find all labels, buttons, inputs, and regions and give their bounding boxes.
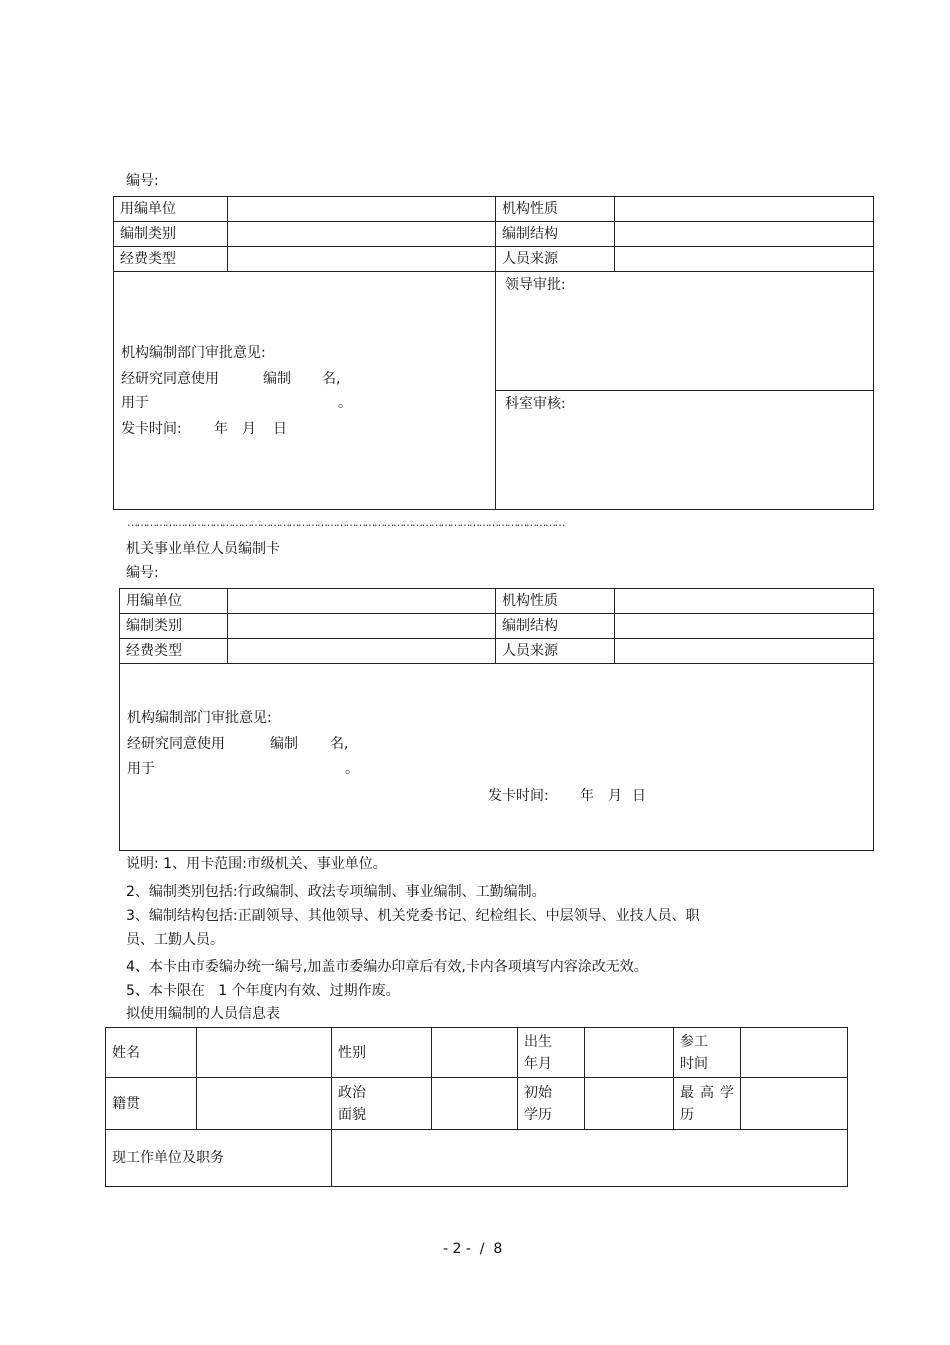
card2-label-funding: 经费类型	[120, 639, 228, 664]
card1-office-review: 科室审核:	[505, 396, 566, 412]
card2-field-unit[interactable]	[228, 589, 496, 614]
field-birth[interactable]	[585, 1028, 674, 1078]
info-table-title: 拟使用编制的人员信息表	[126, 1006, 280, 1022]
card2-field-nature[interactable]	[615, 589, 874, 614]
note-3b: 员、工勤人员。	[126, 932, 224, 948]
card2-opinion-label: 机构编制部门审批意见:	[127, 710, 272, 726]
card1-leader-cell	[496, 272, 874, 391]
label-work-line2: 时间	[680, 1055, 708, 1072]
field-current-job[interactable]	[332, 1130, 848, 1187]
note-1: 说明: 1、用卡范围:市级机关、事业单位。	[126, 856, 387, 872]
card2-label-category: 编制类别	[120, 614, 228, 639]
card1-label-category: 编制类别	[114, 222, 228, 247]
label-initial-edu-line2: 学历	[524, 1106, 552, 1123]
card2-number-label: 编号:	[126, 565, 159, 581]
label-political	[332, 1078, 432, 1130]
label-highest-edu-line1: 最高学	[680, 1084, 740, 1101]
card1-field-funding[interactable]	[228, 247, 496, 272]
card1-field-source[interactable]	[615, 247, 874, 272]
card2-year: 年	[580, 788, 594, 804]
label-birth-line2: 年月	[524, 1055, 552, 1072]
card2-label-structure: 编制结构	[496, 614, 615, 639]
card1-label-unit: 用编单位	[114, 197, 228, 222]
card2-agree-suffix: 名,	[330, 736, 349, 752]
card1-used-for: 用于	[121, 395, 149, 411]
card2-title: 机关事业单位人员编制卡	[126, 541, 280, 557]
card1-period: 。	[338, 395, 352, 411]
card1-number-label: 编号:	[126, 173, 159, 189]
label-birth-line1: 出生	[524, 1033, 552, 1050]
info-table	[105, 1027, 848, 1187]
label-political-line1: 政治	[338, 1084, 366, 1101]
card2-field-category[interactable]	[228, 614, 496, 639]
field-initial-edu[interactable]	[585, 1078, 674, 1130]
card1-office-cell	[496, 391, 874, 510]
card1-field-nature[interactable]	[615, 197, 874, 222]
field-work-start[interactable]	[741, 1028, 848, 1078]
card1-field-structure[interactable]	[615, 222, 874, 247]
card1-agree-suffix: 名,	[322, 371, 341, 387]
card1-issue-time: 发卡时间:	[121, 421, 182, 437]
card1-month: 月	[242, 421, 256, 437]
card1-field-category[interactable]	[228, 222, 496, 247]
card2-day: 日	[632, 788, 646, 804]
field-native[interactable]	[197, 1078, 332, 1130]
card1-opinion-label: 机构编制部门审批意见:	[121, 345, 266, 361]
label-highest-edu-line2: 历	[680, 1106, 694, 1123]
label-work-line1: 参工	[680, 1033, 708, 1050]
card1-table	[113, 196, 874, 510]
card1-label-source: 人员来源	[496, 247, 615, 272]
card1-year: 年	[214, 421, 228, 437]
note-4: 4、本卡由市委编办统一编号,加盖市委编办印章后有效,卡内各项填写内容涂改无效。	[126, 959, 648, 975]
label-initial-edu	[518, 1078, 585, 1130]
card1-agree-mid: 编制	[263, 371, 291, 387]
field-political[interactable]	[432, 1078, 518, 1130]
card2-period: 。	[345, 761, 359, 777]
label-highest-edu	[674, 1078, 741, 1130]
label-native: 籍贯	[106, 1078, 197, 1130]
note-3a: 3、编制结构包括:正副领导、其他领导、机关党委书记、纪检组长、中层领导、业技人员、职	[126, 908, 700, 924]
field-highest-edu[interactable]	[741, 1078, 848, 1130]
card2-label-source: 人员来源	[496, 639, 615, 664]
card2-month: 月	[608, 788, 622, 804]
card1-agree-prefix: 经研究同意使用	[121, 371, 219, 387]
card2-opinion-cell	[120, 664, 874, 851]
label-political-line2: 面貌	[338, 1106, 366, 1123]
label-gender: 性别	[332, 1028, 432, 1078]
card1-leader-approval: 领导审批:	[505, 277, 566, 293]
card2-issue-time: 发卡时间:	[488, 788, 549, 804]
card1-opinion-cell	[114, 272, 496, 510]
card1-field-unit[interactable]	[228, 197, 496, 222]
card2-label-nature: 机构性质	[496, 589, 615, 614]
card2-label-unit: 用编单位	[120, 589, 228, 614]
field-gender[interactable]	[432, 1028, 518, 1078]
label-current-job: 现工作单位及职务	[106, 1130, 332, 1187]
label-birth	[518, 1028, 585, 1078]
card2-field-structure[interactable]	[615, 614, 874, 639]
note-5: 5、本卡限在 1 个年度内有效、过期作废。	[126, 983, 400, 999]
card2-agree-mid: 编制	[270, 736, 298, 752]
label-initial-edu-line1: 初始	[524, 1084, 552, 1101]
card2-used-for: 用于	[127, 761, 155, 777]
card2-field-source[interactable]	[615, 639, 874, 664]
card1-day: 日	[273, 421, 287, 437]
label-name: 姓名	[106, 1028, 197, 1078]
card2-field-funding[interactable]	[228, 639, 496, 664]
card2-table	[119, 588, 874, 851]
card1-label-nature: 机构性质	[496, 197, 615, 222]
page-number: - 2 - / 8	[443, 1241, 503, 1257]
label-work-start	[674, 1028, 741, 1078]
card1-label-structure: 编制结构	[496, 222, 615, 247]
card2-agree-prefix: 经研究同意使用	[127, 736, 225, 752]
cut-line: …………………………………………………………………………………………………………………………	[127, 516, 564, 529]
note-2: 2、编制类别包括:行政编制、政法专项编制、事业编制、工勤编制。	[126, 884, 546, 900]
field-name[interactable]	[197, 1028, 332, 1078]
card1-label-funding: 经费类型	[114, 247, 228, 272]
